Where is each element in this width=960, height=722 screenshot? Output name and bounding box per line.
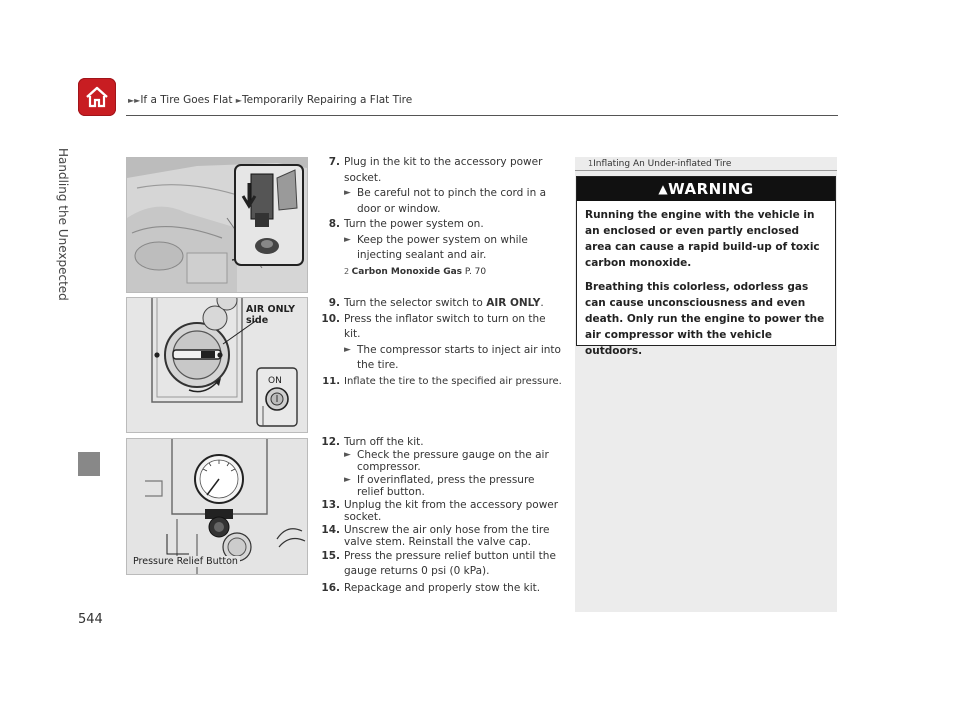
figure-pressure-gauge (126, 438, 308, 575)
step-15: 15. Press the pressure relief button until the gauge returns 0 psi (0 kPa). (321, 549, 556, 577)
accessory-socket-illustration (127, 158, 307, 292)
step-10-note: ► The compressor starts to inject air into the tire. (344, 343, 561, 371)
section-side-tab[interactable]: Handling the Unexpected (56, 148, 70, 301)
step-14: 14. Unscrew the air only hose from the tire valve stem. Reinstall the valve cap. (321, 523, 550, 548)
step-12-note-1: ► Check the pressure gauge on the air compressor. (344, 448, 549, 473)
home-button[interactable] (78, 78, 116, 116)
breadcrumb (128, 94, 412, 106)
step-8: 8. Turn the power system on. ► Keep the power system on while injecting sealant and air. 2 Carbon Monoxide Gas P. 70 (318, 217, 563, 280)
warning-paragraph-1: Running the engine with the vehicle in an enclosed or even partly enclosed area can cause a rapid build-up of toxic carbon monoxide. (585, 209, 820, 269)
note-divider (575, 170, 837, 171)
steps-group-3 (318, 436, 563, 597)
pressure-relief-button-label: Pressure Relief Button (133, 556, 238, 567)
step-10: 10. Press the inflator switch to turn on the kit. ► The compressor starts to inject air into the tire. (318, 312, 563, 374)
bullet-arrow-icon: ► (344, 474, 351, 485)
breadcrumb-arrow-icon: ►► (128, 96, 141, 105)
bullet-arrow-icon: ► (344, 234, 351, 245)
bullet-arrow-icon: ► (344, 344, 351, 355)
step-16: 16. Repackage and properly stow the kit. (321, 581, 541, 594)
step-7-note: ► Be careful not to pinch the cord in a door or window. (344, 187, 547, 215)
cross-reference-link[interactable]: 2 Carbon Monoxide Gas P. 70 (344, 266, 487, 277)
warning-alert-icon: ▲ (658, 182, 669, 196)
breadcrumb-item-flat-tire[interactable]: If a Tire Goes Flat (140, 94, 233, 106)
step-13: 13. Unplug the kit from the accessory power socket. (321, 498, 559, 523)
note-title: 1Inflating An Under-inflated Tire (588, 159, 732, 169)
step-7: 7. Plug in the kit to the accessory power socket. ► Be careful not to pinch the cord in a door or window. (318, 155, 563, 217)
reference-icon: 2 (344, 266, 352, 276)
breadcrumb-arrow-icon: ► (235, 96, 242, 105)
warning-body (577, 201, 835, 359)
step-12-note-2: ► If overinflated, press the pressure relief button. (344, 473, 535, 498)
warning-header (577, 177, 835, 201)
steps-group-1 (318, 155, 563, 280)
pressure-gauge-illustration (127, 439, 307, 574)
figure-accessory-socket (126, 157, 308, 293)
page-number: 544 (78, 612, 103, 627)
air-only-side-label: AIR ONLY side (246, 304, 295, 326)
bullet-arrow-icon: ► (344, 188, 351, 198)
step-11: 11. Inflate the tire to the specified air pressure. (322, 375, 562, 387)
warning-heading: WARNING (668, 180, 754, 198)
figure-selector-switch (126, 297, 308, 433)
steps-group-2 (318, 296, 563, 389)
warning-box (576, 176, 836, 357)
note-marker-icon: 1 (588, 159, 594, 168)
section-indicator (78, 452, 100, 476)
breadcrumb-item-temporary-repair: Temporarily Repairing a Flat Tire (241, 94, 413, 106)
header-divider (126, 115, 838, 116)
step-12: 12. Turn off the kit. ► Check the pressure gauge on the air compressor. ► If overinflated, press the pressure relief button. (318, 436, 563, 499)
warning-paragraph-2: Breathing this colorless, odorless gas can cause unconsciousness and even death. Only run the engine to power the air compressor with the vehicle outdoors. (585, 281, 825, 357)
step-8-note: ► Keep the power system on while injecting sealant and air. (344, 233, 528, 261)
bullet-arrow-icon: ► (344, 449, 351, 460)
home-icon (83, 83, 111, 111)
step-9: 9. Turn the selector switch to AIR ONLY. (328, 297, 544, 309)
on-label: ON (268, 376, 282, 386)
